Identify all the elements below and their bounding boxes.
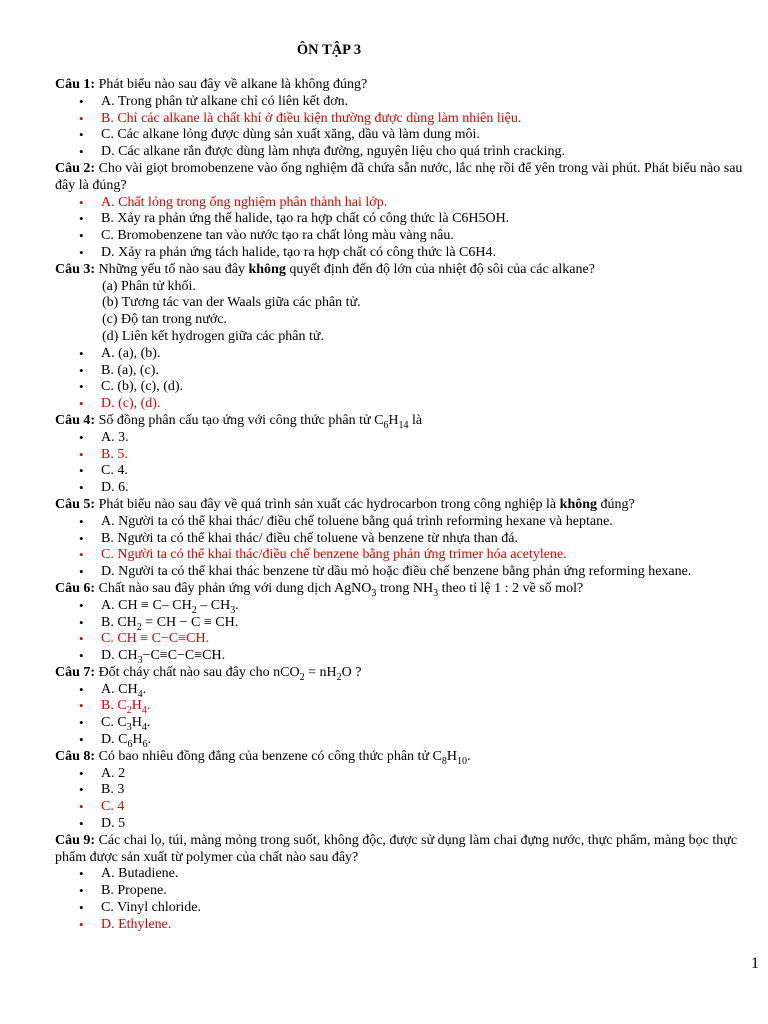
question-stem xyxy=(55,413,745,430)
question-label: Câu 8: xyxy=(55,748,96,764)
answer-option: • B. $CH_2$ = CH − C ≡ CH. xyxy=(55,615,745,632)
question-label: Câu 5: xyxy=(55,496,96,512)
answer-option: • A. Người ta có thể khai thác/ điều chế toluene bằng quá trình reforming hexane và heptane. xyxy=(55,514,745,531)
question-text: Các chai lọ, túi, màng mỏng trong suốt, không độc, được sử dụng làm chai đựng nước, thực phẩm, màng bọc thực phẩm được sản xuất từ polymer của chất nào sau đây? xyxy=(55,832,738,865)
question-text: Có bao nhiêu đồng đẳng của benzene có công thức phân tử $C_8H_{10}$. xyxy=(98,748,471,767)
answer-options xyxy=(55,866,745,933)
question-sub-item: (c) Độ tan trong nước. xyxy=(102,312,228,328)
answer-option-correct: • D. (c), (d). xyxy=(55,396,745,413)
question-text: quyết định đến độ lớn của nhiệt độ sôi của các alkane? xyxy=(285,261,595,277)
question-label: Câu 4: xyxy=(55,412,96,428)
question-stem xyxy=(55,77,745,94)
answer-option: • D. 6. xyxy=(55,480,745,497)
question-stem xyxy=(55,161,745,195)
answer-option: • B. Người ta có thể khai thác/ điều chế toluene và benzene từ nhựa than đá. xyxy=(55,531,745,548)
answer-option-correct: • C. CH ≡ C−C≡CH. xyxy=(55,631,745,648)
question-6 xyxy=(55,581,745,665)
answer-option-correct: • B. $C_2H_4$. xyxy=(55,698,745,715)
answer-options xyxy=(55,598,745,665)
answer-option: • A. Trong phân tử alkane chỉ có liên kết đơn. xyxy=(55,94,745,111)
answer-option: • A. CH ≡ C– $CH_2 - CH_3$. xyxy=(55,598,745,615)
question-text: Cho vài giọt bromobenzene vào ống nghiệm đã chứa sẵn nước, lắc nhẹ rồi để yên trong vài phút. Phát biểu nào sau đây là đúng? xyxy=(55,160,743,193)
question-label: Câu 7: xyxy=(55,664,96,680)
question-stem xyxy=(55,749,745,766)
question-stem xyxy=(55,497,745,514)
answer-options xyxy=(55,682,745,749)
answer-option: • C. $C_3H_4$. xyxy=(55,715,745,732)
page-number: 1 xyxy=(751,955,759,972)
answer-option: • D. Người ta có thể khai thác benzene từ dầu mỏ hoặc điều chế benzene bằng phản ứng reforming hexane. xyxy=(55,564,745,581)
answer-option: • B. Xảy ra phản ứng thế halide, tạo ra hợp chất có công thức là C6H5OH. xyxy=(55,211,745,228)
question-3 xyxy=(55,262,745,413)
answer-option-correct: • A. Chất lỏng trong ống nghiệm phân thành hai lớp. xyxy=(55,195,745,212)
question-text-emphasis: không xyxy=(248,261,286,277)
question-stem xyxy=(55,833,745,867)
question-text-emphasis: không xyxy=(559,496,598,512)
answer-option: • D. Xảy ra phản ứng tách halide, tạo ra hợp chất có công thức là C6H4. xyxy=(55,245,745,262)
question-label: Câu 6: xyxy=(55,580,96,596)
question-text: đúng? xyxy=(597,496,635,512)
answer-option: • A. Butadiene. xyxy=(55,866,745,883)
document-title: ÔN TẬP 3 xyxy=(296,42,362,58)
answer-options xyxy=(55,514,745,581)
question-text: Phát biểu nào sau đây về quá trình sản xuất các hydrocarbon trong công nghiệp là xyxy=(98,496,560,512)
question-2 xyxy=(55,161,745,262)
question-text: Đốt cháy chất nào sau đây cho $nCO_2 = nH_2O$ ? xyxy=(98,664,362,683)
answer-options xyxy=(55,430,745,497)
question-label: Câu 3: xyxy=(55,261,96,277)
answer-option: • D. $CH_3-C\equiv C-C\equiv CH$. xyxy=(55,648,745,665)
question-8 xyxy=(55,749,745,833)
answer-options xyxy=(55,195,745,262)
question-sub-item: (b) Tương tác van der Waals giữa các phân tử. xyxy=(102,295,361,311)
answer-option: • A. $CH_4$. xyxy=(55,682,745,699)
question-stem xyxy=(55,665,745,682)
question-label: Câu 2: xyxy=(55,160,96,176)
answer-option: • B. (a), (c). xyxy=(55,363,745,380)
answer-option: • B. Propene. xyxy=(55,883,745,900)
question-stem xyxy=(55,262,745,279)
answer-option: • C. 4. xyxy=(55,463,745,480)
question-1 xyxy=(55,77,745,161)
answer-option: • A. (a), (b). xyxy=(55,346,745,363)
question-label: Câu 9: xyxy=(55,832,96,848)
answer-options xyxy=(55,766,745,833)
answer-options xyxy=(55,94,745,161)
question-4 xyxy=(55,413,745,497)
answer-option: • D. 5 xyxy=(55,816,745,833)
answer-option: • D. Các alkane rắn được dùng làm nhựa đường, nguyên liệu cho quá trình cracking. xyxy=(55,144,745,161)
question-text: Những yếu tố nào sau đây xyxy=(98,261,249,277)
answer-option: • B. 3 xyxy=(55,782,745,799)
question-sub-item: (d) Liên kết hydrogen giữa các phân tử. xyxy=(102,328,324,344)
answer-option: • A. 2 xyxy=(55,766,745,783)
question-text: Phát biểu nào sau đây về alkane là không đúng? xyxy=(98,77,368,92)
question-list xyxy=(55,77,745,934)
answer-option-correct: • C. 4 xyxy=(55,799,745,816)
answer-option-correct: • B. Chỉ các alkane là chất khí ở điều kiện thường được dùng làm nhiên liệu. xyxy=(55,111,745,128)
answer-option: • D. $C_6H_6$. xyxy=(55,732,745,749)
answer-option-correct: • C. Người ta có thể khai thác/điều chế benzene bằng phản ứng trimer hóa acetylene. xyxy=(55,547,745,564)
answer-option-correct: • B. 5. xyxy=(55,447,745,464)
question-9 xyxy=(55,833,745,934)
question-stem xyxy=(55,581,745,598)
answer-option-correct: • D. Ethylene. xyxy=(55,917,745,934)
question-text: Số đồng phân cấu tạo ứng với công thức phân tử $C_6H_{14}$ là xyxy=(98,412,423,431)
question-label: Câu 1: xyxy=(55,77,96,92)
answer-options xyxy=(55,346,745,413)
answer-option: • C. (b), (c), (d). xyxy=(55,379,745,396)
answer-option: • C. Vinyl chloride. xyxy=(55,900,745,917)
question-text: Chất nào sau đây phản ứng với dung dịch AgNO$_3$ trong $NH_3$ theo tỉ lệ 1 : 2 về số mol? xyxy=(98,580,584,599)
answer-option: • A. 3. xyxy=(55,430,745,447)
question-7 xyxy=(55,665,745,749)
answer-option: • C. Bromobenzene tan vào nước tạo ra chất lỏng màu vàng nâu. xyxy=(55,228,745,245)
question-5 xyxy=(55,497,745,581)
question-sub-item: (a) Phân tử khối. xyxy=(102,278,196,294)
answer-option: • C. Các alkane lỏng được dùng sản xuất xăng, dầu và làm dung môi. xyxy=(55,127,745,144)
